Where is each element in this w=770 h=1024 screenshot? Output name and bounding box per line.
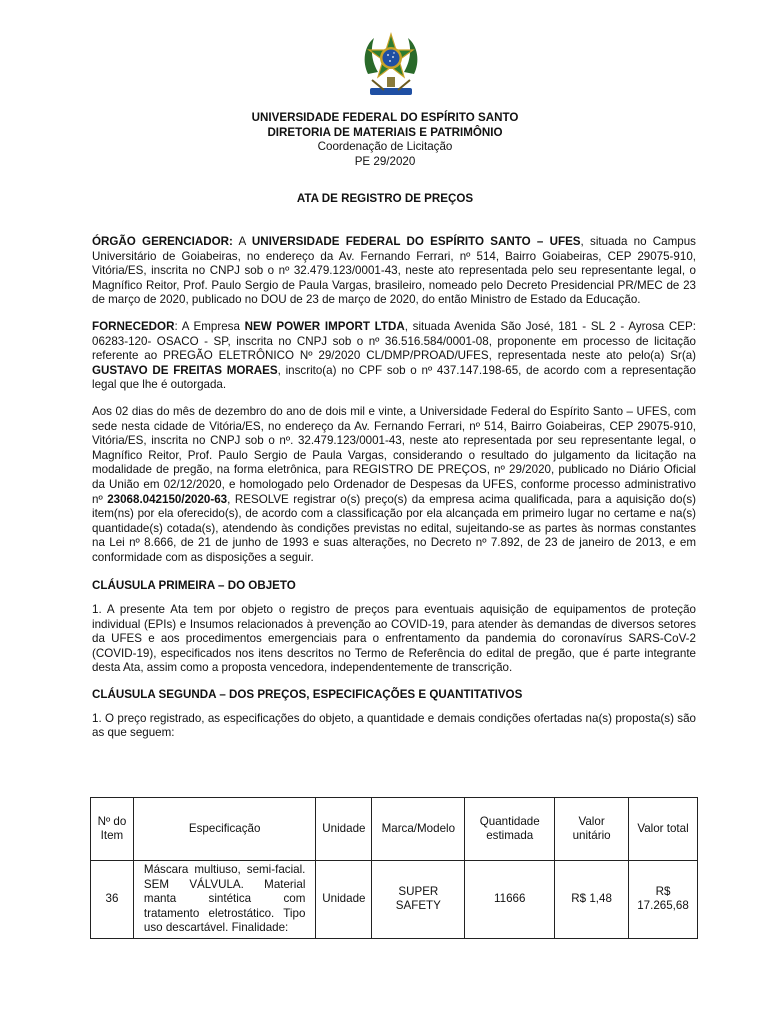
cell-unit-value: R$ 1,48	[555, 861, 629, 939]
orgao-name: UNIVERSIDADE FEDERAL DO ESPÍRITO SANTO – UFES	[251, 235, 581, 248]
orgao-text: , situada no Campus Universitário de Goiabeiras, no endereço da Av. Fernando Ferrari, nº 514, Bairro Goiabeiras, CEP 29075-910, Vitória/ES, inscrita no CNPJ sob o nº 32.479.123/0001-43, neste ato representada pelo seu representante legal, o Magnífico Reitor, Prof. Paulo Sergio de Paula Vargas, brasileiro, nomeado pelo Decreto Presidencial PR/MEC de 23 de março de 2020, publicado no DOU de 23 de março de 2020, do então Ministro de Estado da Educação.	[92, 235, 696, 307]
header-qty: Quantidade estimada	[465, 798, 555, 861]
header-spec: Especificação	[133, 798, 315, 861]
clause-2-heading: CLÁUSULA SEGUNDA – DOS PREÇOS, ESPECIFICAÇÕES E QUANTITATIVOS	[92, 688, 523, 702]
orgao-label: ÓRGÃO GERENCIADOR:	[92, 235, 233, 248]
fornecedor-paragraph: FORNECEDOR: A Empresa NEW POWER IMPORT LTDA, situada Avenida São José, 181 - SL 2 - Ayrosa CEP: 06283-120- OSACO - SP, inscrita no CNPJ sob o nº 36.516.584/0001-08, proponente em processo de licitação referente ao PREGÃO ELETRÔNICO Nº 29/2020 CL/DMP/PROAD/UFES, representada neste ato pelo(a) Sr(a) GUSTAVO DE FREITAS MORAES, inscrito(a) no CPF sob o nº 437.147.198-65, de acordo com a representação legal que lhe é outorgada.	[92, 319, 696, 392]
cell-spec: Máscara multiuso, semi-facial. SEM VÁLVULA. Material manta sintética com tratamento eletrostático. Tipo uso descartável. Finalidade:	[133, 861, 315, 939]
cell-unit: Unidade	[316, 861, 372, 939]
document-header	[0, 111, 770, 169]
header-item: Nº do Item	[91, 798, 134, 861]
table-row	[91, 861, 698, 939]
directorate-name: DIRETORIA DE MATERIAIS E PATRIMÔNIO	[267, 125, 503, 139]
clause-1-heading: CLÁUSULA PRIMEIRA – DO OBJETO	[92, 579, 296, 593]
fornecedor-company: NEW POWER IMPORT LTDA	[244, 319, 405, 333]
cell-item: 36	[91, 861, 134, 939]
document-body	[92, 235, 696, 753]
document-title: ATA DE REGISTRO DE PREÇOS	[296, 192, 474, 205]
cell-brand: SUPER SAFETY	[372, 861, 465, 939]
clause-1-text: 1. A presente Ata tem por objeto o registro de preços para eventuais aquisição de equipamentos de proteção individual (EPIs) e Insumos relacionados à prevenção ao COVID-19, para atender às demandas de diversos setores da UFES e aos procedimentos emergenciais para o enfrentamento da pandemia do coronavírus SARS-CoV-2 (COVID-19), especificados nos itens descritos no Termo de Referência do edital de pregão, que é parte integrante desta Ata, assim como a proposta vencedora, independentemente de transcrição.	[92, 603, 696, 675]
fornecedor-representative: GUSTAVO DE FREITAS MORAES	[92, 363, 278, 377]
header-unit-value: Valor unitário	[555, 798, 629, 861]
intro-paragraph: Aos 02 dias do mês de dezembro do ano de dois mil e vinte, a Universidade Federal do Espírito Santo – UFES, com sede nesta cidade de Vitória/ES, no endereço da Av. Fernando Ferrari, nº 514, Bairro Goiabeiras, CEP 29075-910, Vitória/ES, inscrita no CNPJ sob o nº. 32.479.123/0001-43, neste ato representada por seu representante legal, o Magnífico Reitor, Prof. Paulo Sergio de Paula Vargas, considerando o resultado do julgamento da licitação na modalidade de pregão, na forma eletrônica, para REGISTRO DE PREÇOS, nº 29/2020, publicado no Diário Oficial da União em 02/12/2020, e homologado pelo Ordenador de Despesas da UFES, conforme processo administrativo nº 23068.042150/2020-63, RESOLVE registrar o(s) preço(s) da empresa acima qualificada, para a aquisição do(s) item(ns) por ela oferecido(s), de acordo com a classificação por ela alcançada em primeiro lugar no certame e na(s) quantidade(s) cotada(s), atendendo às condições previstas no edital, sujeitando-se as partes às normas constantes na Lei nº 8.666, de 21 de junho de 1993 e suas alterações, no Decreto nº 7.892, de 23 de janeiro de 2013, e em conformidade com as disposições a seguir.	[92, 404, 696, 564]
table-header-row	[91, 798, 698, 861]
fornecedor-label: FORNECEDOR	[92, 319, 175, 333]
brazil-coat-of-arms-icon	[360, 32, 422, 102]
process-id: 23068.042150/2020-63	[107, 492, 228, 506]
department-name: Coordenação de Licitação	[317, 140, 453, 153]
header-brand: Marca/Modelo	[372, 798, 465, 861]
price-table	[90, 797, 698, 939]
cell-total: R$ 17.265,68	[629, 861, 698, 939]
header-unit: Unidade	[316, 798, 372, 861]
university-name: UNIVERSIDADE FEDERAL DO ESPÍRITO SANTO	[251, 111, 519, 124]
clause-2-text: 1. O preço registrado, as especificações do objeto, a quantidade e demais condições ofertadas na(s) proposta(s) são as que seguem:	[92, 711, 696, 740]
header-total: Valor total	[629, 798, 698, 861]
process-number: PE 29/2020	[354, 154, 416, 168]
cell-qty: 11666	[465, 861, 555, 939]
orgao-paragraph: ÓRGÃO GERENCIADOR: A UNIVERSIDADE FEDERAL DO ESPÍRITO SANTO – UFES, situada no Campus Universitário de Goiabeiras, no endereço da Av. Fernando Ferrari, nº 514, Bairro Goiabeiras, CEP 29075-910, Vitória/ES, inscrita no CNPJ sob o nº 32.479.123/0001-43, neste ato representada pelo seu representante legal, o Magnífico Reitor, Prof. Paulo Sergio de Paula Vargas, brasileiro, nomeado pelo Decreto Presidencial PR/MEC de 23 de março de 2020, publicado no DOU de 23 de março de 2020, do então Ministro de Estado da Educação.	[92, 235, 696, 307]
